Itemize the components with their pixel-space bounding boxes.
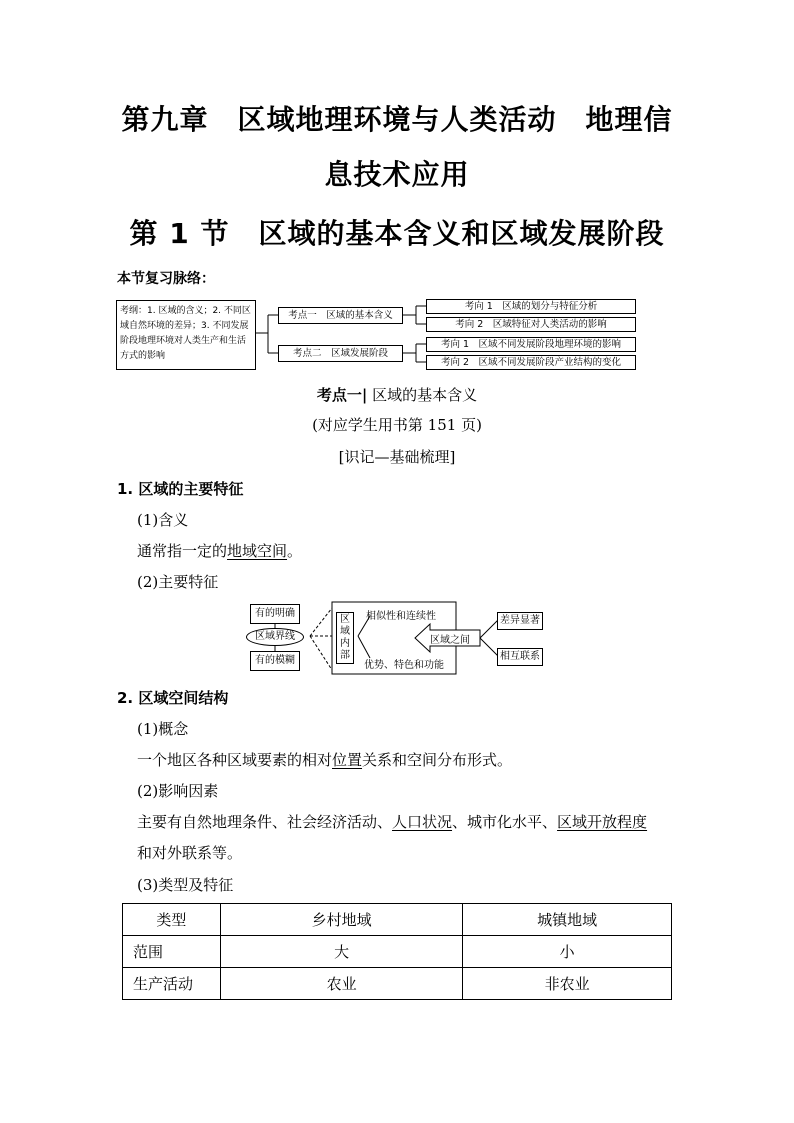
boundary-clear: 有的明确 (250, 604, 300, 624)
kaodian-heading: 考点一| 区域的基本含义 (316, 386, 478, 404)
s2-p2-underlined1: 人口状况 (392, 813, 453, 831)
table-cell: 大 (220, 936, 463, 968)
table-cell: 农业 (220, 968, 463, 1000)
outline-box: 考纲：1. 区域的含义；2. 不同区域自然环境的差异；3. 不同发展阶段地理环境对人类生产和生活方式的影响 (116, 300, 256, 370)
s2-p1-underlined: 位置 (332, 751, 363, 769)
s2-p2-underlined2: 区域开放程度 (557, 813, 648, 831)
s1-h1: (1)含义 (137, 511, 189, 529)
diff-box: 差异显著 (497, 612, 543, 630)
s2-p1-text: 一个地区各种区域要素的相对 (137, 751, 333, 769)
s1-p1-text: 通常指一定的 (137, 542, 228, 560)
outline-dir1: 考向 1 区域的划分与特征分析 (426, 299, 636, 314)
boundary-ellipse: 区域界线 (246, 628, 304, 646)
s2-p1 (137, 749, 512, 770)
s2-h1: (1)概念 (137, 720, 189, 738)
outline-dir4: 考向 2 区域不同发展阶段产业结构的变化 (426, 355, 636, 370)
s1-p1 (137, 540, 302, 561)
kaodian-sub: [识记—基础梳理] (338, 448, 456, 466)
table-header-cell: 城镇地域 (463, 904, 672, 936)
kaodian-ref: (对应学生用书第 151 页) (312, 416, 482, 434)
s2-heading: 2. 区域空间结构 (117, 689, 229, 707)
s1-p1-end: 。 (287, 542, 303, 560)
similar-label: 相似性和连续性 (366, 611, 436, 622)
table-cell: 范围 (123, 936, 221, 968)
link-box: 相互联系 (497, 648, 543, 666)
chapter-title-line2: 息技术应用 (324, 158, 470, 191)
table-header-cell: 类型 (123, 904, 221, 936)
s2-p2-cont: 和对外联系等。 (137, 844, 243, 862)
table-row (123, 968, 672, 1000)
review-heading: 本节复习脉络： (117, 271, 215, 287)
types-table (122, 903, 672, 1000)
inner-box: 区域内部 (336, 612, 354, 664)
table-header-row (123, 904, 672, 936)
s2-p2-text-a: 主要有自然地理条件、社会经济活动、 (137, 813, 393, 831)
s1-heading: 1. 区域的主要特征 (117, 480, 244, 498)
outline-point2: 考点二 区域发展阶段 (278, 345, 403, 362)
outline-point1: 考点一 区域的基本含义 (278, 307, 403, 324)
between-label: 区域之间 (430, 635, 470, 646)
s2-h2: (2)影响因素 (137, 782, 219, 800)
s2-p2-text-b: 、城市化水平、 (452, 813, 558, 831)
kaodian-title: 区域的基本含义 (372, 386, 478, 404)
table-row (123, 936, 672, 968)
s1-h2: (2)主要特征 (137, 573, 219, 591)
outline-dir2: 考向 2 区域特征对人类活动的影响 (426, 317, 636, 332)
table-header-cell: 乡村地域 (220, 904, 463, 936)
table-cell: 生产活动 (123, 968, 221, 1000)
section-title: 第 1 节 区域的基本含义和区域发展阶段 (129, 217, 665, 250)
table-cell: 小 (463, 936, 672, 968)
s2-h3: (3)类型及特征 (137, 876, 234, 894)
table-cell: 非农业 (463, 968, 672, 1000)
kaodian-label: 考点一 (316, 386, 362, 404)
boundary-fuzzy: 有的模糊 (250, 651, 300, 671)
s1-p1-underlined: 地域空间 (227, 542, 288, 560)
chapter-title-line1: 第九章 区域地理环境与人类活动 地理信 (121, 103, 673, 136)
s2-p1-end: 关系和空间分布形式。 (362, 751, 513, 769)
outline-dir3: 考向 1 区域不同发展阶段地理环境的影响 (426, 337, 636, 352)
s2-p2 (137, 811, 647, 832)
advantage-label: 优势、特色和功能 (364, 660, 444, 671)
